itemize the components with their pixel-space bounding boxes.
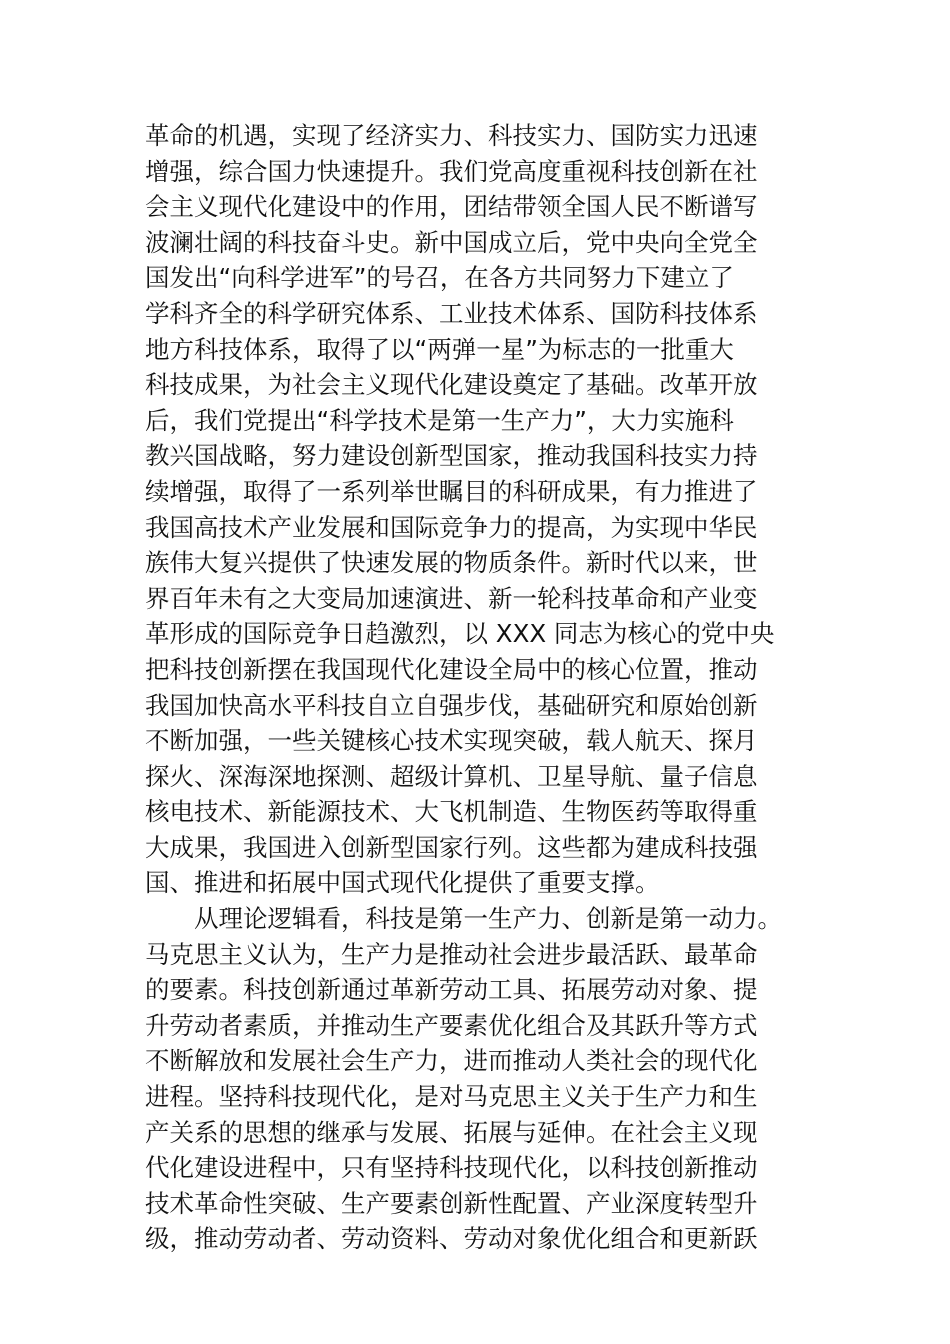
- text-line: 的要素。科技创新通过革新劳动工具、拓展劳动对象、提: [145, 975, 758, 1005]
- text-line: 不断解放和发展社会生产力，进而推动人类社会的现代化: [145, 1046, 758, 1076]
- text-line: 学科齐全的科学研究体系、工业技术体系、国防科技体系: [145, 298, 758, 328]
- paragraph-first-line: 从理论逻辑看，科技是第一生产力、创新是第一动力。: [194, 904, 782, 934]
- text-line: 波澜壮阔的科技奋斗史。新中国成立后，党中央向全党全: [145, 227, 758, 257]
- text-line: 我国加快高水平科技自立自强步伐，基础研究和原始创新: [145, 690, 758, 720]
- text-line: 科技成果，为社会主义现代化建设奠定了基础。改革开放: [145, 370, 758, 400]
- text-line: 级，推动劳动者、劳动资料、劳动对象优化组合和更新跃: [145, 1224, 758, 1254]
- text-line: 我国高技术产业发展和国际竞争力的提高，为实现中华民: [145, 512, 758, 542]
- text-line: 革形成的国际竞争日趋激烈，以 XXX 同志为核心的党中央: [145, 619, 775, 649]
- text-line: 升劳动者素质，并推动生产要素优化组合及其跃升等方式: [145, 1010, 758, 1040]
- text-line: 国发出“向科学进军”的号召，在各方共同努力下建立了: [145, 263, 734, 293]
- text-line: 增强，综合国力快速提升。我们党高度重视科技创新在社: [145, 156, 758, 186]
- text-line: 产关系的思想的继承与发展、拓展与延伸。在社会主义现: [145, 1117, 758, 1147]
- text-line: 革命的机遇，实现了经济实力、科技实力、国防实力迅速: [145, 121, 758, 150]
- text-line: 技术革命性突破、生产要素创新性配置、产业深度转型升: [145, 1188, 758, 1218]
- body-text: [145, 118, 845, 1257]
- text-line: 把科技创新摆在我国现代化建设全局中的核心位置，推动: [145, 654, 758, 684]
- text-line: 续增强，取得了一系列举世瞩目的科研成果，有力推进了: [145, 476, 758, 506]
- text-line: 核电技术、新能源技术、大飞机制造、生物医药等取得重: [145, 797, 758, 827]
- text-line: 不断加强，一些关键核心技术实现突破，载人航天、探月: [145, 726, 758, 756]
- text-line: 探火、深海深地探测、超级计算机、卫星导航、量子信息: [145, 761, 758, 791]
- text-line: 大成果，我国进入创新型国家行列。这些都为建成科技强: [145, 832, 758, 862]
- text-line: 界百年未有之大变局加速演进、新一轮科技革命和产业变: [145, 583, 758, 613]
- text-line: 地方科技体系，取得了以“两弹一星”为标志的一批重大: [145, 334, 734, 364]
- text-line: 后，我们党提出“科学技术是第一生产力”，大力实施科: [145, 405, 734, 435]
- text-line: 代化建设进程中，只有坚持科技现代化，以科技创新推动: [145, 1153, 758, 1183]
- text-line: 国、推进和拓展中国式现代化提供了重要支撑。: [145, 868, 660, 898]
- text-line: 族伟大复兴提供了快速发展的物质条件。新时代以来，世: [145, 548, 758, 578]
- text-line: 会主义现代化建设中的作用，团结带领全国人民不断谱写: [145, 192, 758, 222]
- text-line: 进程。坚持科技现代化，是对马克思主义关于生产力和生: [145, 1082, 758, 1112]
- text-line: 教兴国战略，努力建设创新型国家，推动我国科技实力持: [145, 441, 758, 471]
- text-line: 马克思主义认为，生产力是推动社会进步最活跃、最革命: [145, 939, 758, 969]
